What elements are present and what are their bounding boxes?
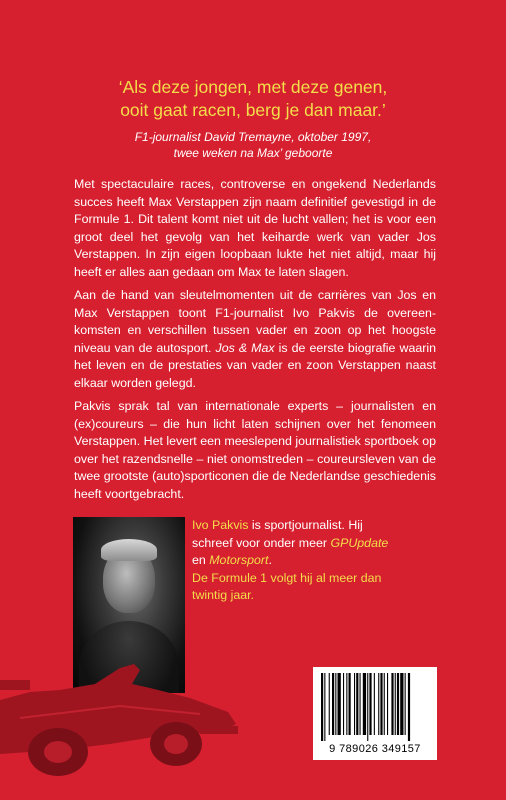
blurb-paragraph-1: Met spectaculaire races, controverse en ongekend Nederlands succes heeft Max Verstappen zijn naam definitief gevestigd in de Formule 1. Dit talent komt niet uit de lucht vallen; het is voor een groot deel het gevolg van het keiharde werk van vader Jos Verstappen. In zijn eigen loopbaan lukte het niet altijd, maar hij heeft er alles aan gedaan om Max te laten slagen. [74,177,436,279]
blurb-paragraph-3: Pakvis sprak tal van internationale experts – journalisten en (ex)coureurs – die hun licht laten schijnen over het fenomeen Verstappen. Het levert een meeslepend journalistiek sportboek op over het razendsnelle – niet onomstreden – coureursleven van de twee grootste (auto)sporticonen die de Nederlandse geschiedenis heeft voortgebracht. [74,399,436,501]
quote-line-2: ooit gaat racen, berg je dan maar.’ [120,100,386,120]
blurb-paragraph-2-text: Aan de hand van sleutelmomenten uit de carrières van Jos en Max Verstappen toont F1-journalist Ivo Pakvis de overeenkomsten en verschillen tussen vader en zoon op het hoogste niveau van de autosport. [74,288,436,355]
barcode [313,667,437,760]
blurb-paragraph-2 [74,287,436,393]
quote-line-1: ‘Als deze jongen, met deze genen, [118,77,388,97]
back-cover-quote [40,76,466,122]
outlet-gpupdate: GPUpdate [330,535,389,550]
author-bio-and: en [192,553,210,568]
author-name: Ivo Pakvis [192,518,249,532]
blurb-paragraph-2-text-end: is de eerste biografie waarin het leven en de prestaties van vader en zoon Verstappen naast elkaar worden gelegd. [74,340,436,390]
attribution-line-2: twee weken na Max’ geboorte [173,146,333,160]
barcode-bars [319,673,431,741]
book-title-mention: Jos & Max [215,340,275,355]
outlet-motorsport: Motorsport [209,553,269,568]
author-bio-line-2: De Formule 1 volgt hij al meer dan twintig jaar. [192,570,382,603]
isbn-number: 9 789026 349157 [329,743,421,755]
quote-attribution [40,129,466,161]
attribution-line-1: F1-journalist David Tremayne, oktober 1997, [134,130,372,144]
author-bio [192,517,392,605]
author-bio-text: is sportjournalist. Hij schreef voor onder meer [192,518,363,550]
author-bio-period: . [268,553,272,568]
f1-car-icon [0,640,240,780]
